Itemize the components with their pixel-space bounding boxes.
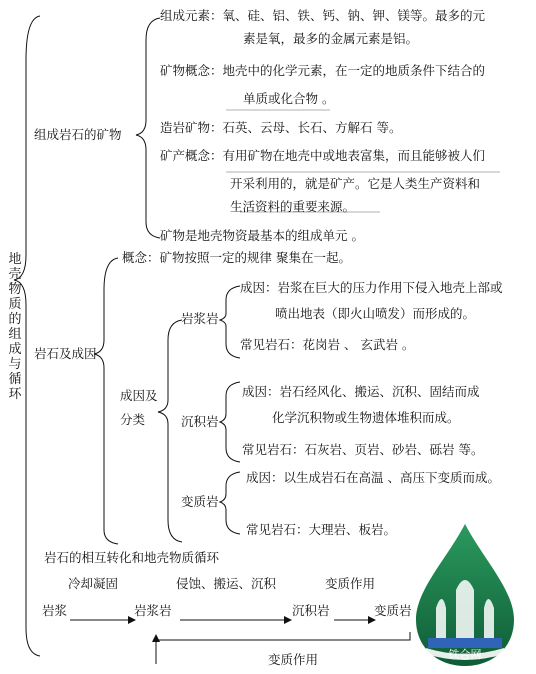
composition-line-2: 素是氧，最多的金属元素是铝。: [243, 31, 419, 46]
sedimentary-brace: [220, 382, 240, 462]
ore-line-2: 开采利用的，就是矿产。它是人类生产资料和: [230, 176, 481, 191]
mineral-brace: [136, 18, 160, 238]
class-label-line-2: 分类: [120, 412, 146, 427]
metamorphic-name: 变质岩: [181, 494, 219, 509]
rock-forming-minerals: 造岩矿物：石英、云母、长石、方解石 等。: [160, 120, 402, 135]
ore-line-1: 矿产概念：有用矿物在地壳中或地表富集，而且能够被人们: [160, 148, 486, 163]
watermark-logo-text: 铁合网: [448, 648, 482, 661]
mineral-heading: 组成岩石的矿物: [34, 127, 122, 142]
sedimentary-examples: 常见岩石：石灰岩、页岩、砂岩、砾岩 等。: [242, 442, 484, 457]
igneous-cause-line-2: 喷出地表（即火山喷发）而形成的。: [275, 306, 476, 321]
mineral-concept-line-2: 单质或化合物 。: [243, 91, 335, 106]
class-label-line-1: 成因及: [120, 388, 158, 403]
cycle-arrow-label-cooling: 冷却凝固: [68, 576, 119, 591]
arrowhead-4: [152, 634, 160, 642]
root-label: 地壳物质的组成与循环: [8, 252, 22, 402]
metamorphic-cause: 成因：以生成岩石在高温 、高压下变质而成。: [246, 470, 500, 485]
sedimentary-cause-line-2: 化学沉积物或生物遗体堆积而成。: [272, 410, 460, 425]
rock-concept: 概念：矿物按照一定的规律 聚集在一起。: [122, 250, 351, 265]
mineral-concept-line-1: 矿物概念：地壳中的化学元素，在一定的地质条件下结合的: [160, 63, 486, 78]
cycle-title: 岩石的相互转化和地壳物质循环: [44, 550, 220, 565]
igneous-cause-line-1: 成因：岩浆在巨大的压力作用下侵入地壳上部或: [240, 280, 503, 295]
igneous-examples: 常见岩石：花岗岩 、 玄武岩 。: [240, 337, 415, 352]
cycle-node-metamorphic: 变质岩: [374, 603, 412, 618]
arrowhead-2: [284, 616, 292, 624]
cycle-bottom-label: 变质作用: [268, 652, 319, 667]
rock-heading: 岩石及成因: [34, 346, 97, 361]
composition-line-1: 组成元素：氧、硅、铝、铁、钙、钠、钾、镁等。最多的元: [160, 8, 486, 23]
sedimentary-name: 沉积岩: [181, 414, 219, 429]
class-brace: [158, 320, 182, 542]
cycle-node-sedimentary: 沉积岩: [292, 603, 330, 618]
igneous-name: 岩浆岩: [181, 311, 219, 326]
ore-line-3: 生活资料的重要来源。: [230, 199, 356, 214]
metamorphic-brace: [220, 472, 240, 534]
metamorphic-examples: 常见岩石：大理岩、板岩。: [246, 522, 397, 537]
cycle-node-magma: 岩浆: [42, 603, 68, 618]
cycle-arrow-label-metamorphism: 变质作用: [325, 576, 376, 591]
watermark-logo: [406, 520, 524, 670]
cycle-arrow-label-erosion: 侵蚀、搬运、沉积: [176, 576, 277, 591]
rock-brace: [94, 258, 118, 544]
igneous-brace: [220, 286, 240, 358]
mineral-basic-unit: 矿物是地壳物资最基本的组成单元 。: [160, 228, 364, 243]
sedimentary-cause-line-1: 成因：岩石经风化、搬运、沉积、固结而成: [242, 384, 480, 399]
cycle-node-igneous: 岩浆岩: [134, 603, 172, 618]
